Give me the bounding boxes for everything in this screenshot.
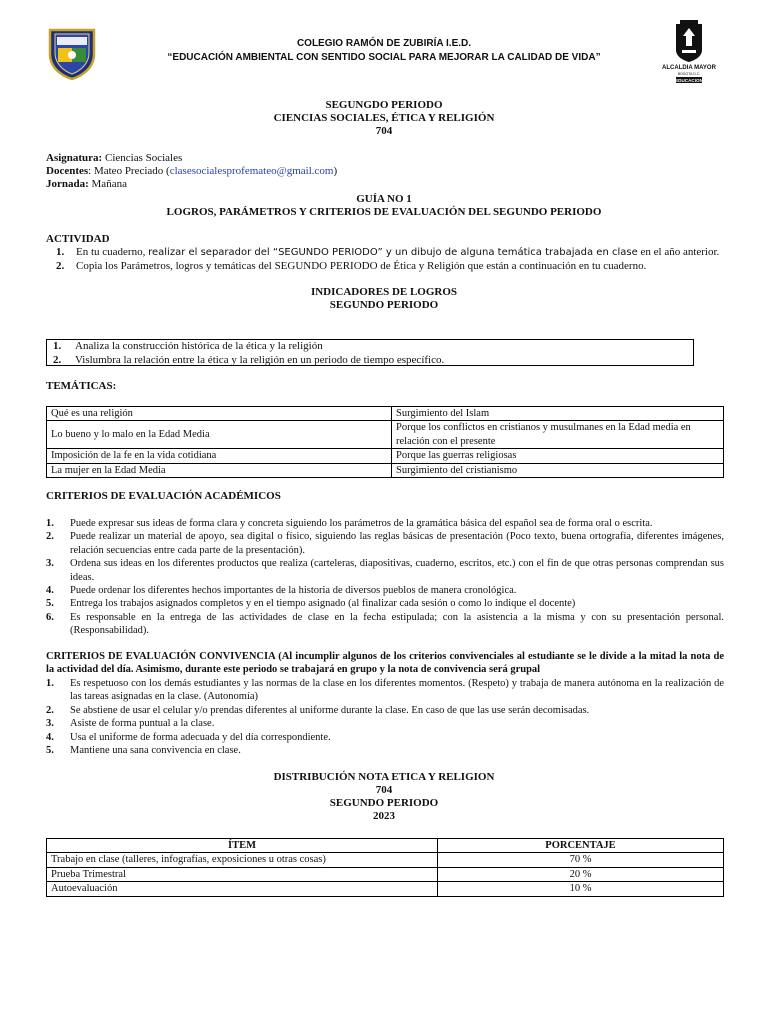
list-num: 1. bbox=[46, 518, 54, 529]
distribution-period: SEGUNDO PERIODO bbox=[329, 797, 439, 809]
table-cell: Trabajo en clase (talleres, infografías, exposiciones u otras cosas) bbox=[47, 853, 438, 867]
school-motto: “EDUCACIÓN AMBIENTAL CON SENTIDO SOCIAL PARA MEJORAR LA CALIDAD DE VIDA” bbox=[167, 52, 601, 63]
list-num: 4. bbox=[46, 585, 54, 597]
list-num: 5. bbox=[46, 745, 54, 757]
docentes-close: ) bbox=[333, 165, 338, 177]
list-item bbox=[46, 704, 724, 717]
list-num: 5. bbox=[46, 598, 54, 610]
activity-text: En tu cuaderno, bbox=[76, 246, 149, 258]
table-row bbox=[47, 449, 724, 463]
list-item bbox=[46, 597, 724, 610]
table-cell: 20 % bbox=[438, 867, 724, 881]
table-cell: Surgimiento del cristianismo bbox=[392, 463, 724, 477]
list-item bbox=[46, 584, 724, 597]
list-num: 2. bbox=[46, 531, 54, 543]
list-text: Es responsable en la entrega de las actividades de clase en la fecha estipulada; con la asistencia a la misma y con su presentación personal. (Responsabilidad). bbox=[70, 611, 724, 637]
list-num: 2. bbox=[46, 704, 54, 716]
column-header-item: ÍTEM bbox=[47, 839, 438, 853]
list-item bbox=[46, 717, 724, 730]
alcaldia-logo bbox=[662, 16, 716, 84]
distribution-year: 2023 bbox=[373, 810, 395, 822]
table-row bbox=[47, 407, 724, 421]
coexistence-criteria-note: (Al incumplir algunos de los criterios convivenciales al estudiante se le divide a la mitad la nota de la actividad del día. Asimismo, durante este periodo se trabajará en grupo y la nota de convivencia será grupal bbox=[46, 651, 724, 676]
list-num: 4. bbox=[46, 731, 54, 743]
subject-title: CIENCIAS SOCIALES, ÉTICA Y RELIGIÓN bbox=[273, 112, 495, 124]
docentes-line bbox=[46, 165, 337, 179]
activity-text-end: en el año anterior. bbox=[637, 246, 720, 258]
tematicas-table bbox=[46, 406, 724, 478]
list-text: Entrega los trabajos asignados completos y en el tiempo asignado (al finalizar cada sesión o como lo indique el docente) bbox=[70, 598, 576, 610]
list-text: Se abstiene de usar el celular y/o prendas diferentes al uniforme durante la clase. En caso de que las use serán decomisadas. bbox=[70, 704, 590, 716]
activity-num: 1. bbox=[56, 246, 65, 258]
tematicas-heading: TEMÁTICAS: bbox=[46, 380, 117, 392]
table-cell: 70 % bbox=[438, 853, 724, 867]
activity-item bbox=[52, 260, 722, 274]
list-text: Puede expresar sus ideas de forma clara y concreta siguiendo los parámetros de la gramática básica del español sea de forma oral o escrita. bbox=[70, 518, 653, 529]
table-cell: Autoevaluación bbox=[47, 882, 438, 896]
table-cell: Porque las guerras religiosas bbox=[392, 449, 724, 463]
table-row bbox=[47, 421, 724, 449]
list-item bbox=[46, 517, 724, 530]
coexistence-criteria-heading: CRITERIOS DE EVALUACIÓN CONVIVENCIA bbox=[46, 651, 276, 662]
alcaldia-line2: BOGOTA D.C. bbox=[677, 72, 701, 76]
list-num: 1. bbox=[46, 678, 54, 689]
jornada-value: Mañana bbox=[88, 178, 127, 190]
list-item bbox=[46, 530, 724, 557]
table-cell: 10 % bbox=[438, 882, 724, 896]
table-cell: Qué es una religión bbox=[47, 407, 392, 421]
guide-number: GUÍA NO 1 bbox=[356, 193, 412, 205]
academic-criteria-heading: CRITERIOS DE EVALUACIÓN ACADÉMICOS bbox=[46, 490, 281, 502]
table-cell: Lo bueno y lo malo en la Edad Media bbox=[47, 421, 392, 449]
table-cell: Porque los conflictos en cristianos y musulmanes en la Edad media en relación con el presente bbox=[392, 421, 724, 449]
table-row bbox=[47, 867, 724, 881]
list-text: Usa el uniforme de forma adecuada y del día correspondiente. bbox=[70, 731, 331, 743]
indicator-item bbox=[47, 354, 693, 368]
jornada-line bbox=[46, 178, 127, 192]
table-cell: Imposición de la fe en la vida cotidiana bbox=[47, 449, 392, 463]
activity-item bbox=[52, 246, 722, 260]
list-text: Es respetuoso con los demás estudiantes y las normas de la clase en los diferentes momentos. (Respeto) y trabaja de manera autónoma en la realización de las tareas asignadas en la clase. (Autonomía) bbox=[70, 678, 724, 703]
table-row bbox=[47, 882, 724, 896]
activity-num: 2. bbox=[56, 259, 65, 272]
indicator-num: 2. bbox=[53, 353, 62, 366]
asignatura-line bbox=[46, 152, 182, 166]
list-item bbox=[46, 744, 724, 757]
indicators-box bbox=[46, 339, 694, 366]
asignatura-label: Asignatura: bbox=[46, 152, 103, 164]
academic-criteria-list bbox=[46, 517, 724, 638]
list-text: Asiste de forma puntual a la clase. bbox=[70, 718, 215, 730]
list-text: Ordena sus ideas en los diferentes productos que realiza (carteleras, diapositivas, cuaderno, escritos, etc.) con el fin de que otras personas comprendan sus ideas. bbox=[70, 558, 724, 583]
distribution-table bbox=[46, 838, 724, 897]
list-text: Mantiene una sana convivencia en clase. bbox=[70, 745, 241, 757]
alcaldia-line3: EDUCACION bbox=[675, 78, 703, 83]
table-cell: La mujer en la Edad Media bbox=[47, 463, 392, 477]
list-num: 6. bbox=[46, 611, 54, 623]
list-item bbox=[46, 677, 724, 704]
table-cell: Prueba Trimestral bbox=[47, 867, 438, 881]
indicator-text: Analiza la construcción histórica de la ética y la religión bbox=[75, 340, 323, 352]
activity-heading: ACTIVIDAD bbox=[46, 233, 110, 245]
indicators-title: INDICADORES DE LOGROS bbox=[310, 286, 458, 298]
asignatura-value: Ciencias Sociales bbox=[102, 152, 183, 164]
column-header-percentage: PORCENTAJE bbox=[438, 839, 724, 853]
docentes-label: Docentes bbox=[46, 165, 89, 177]
period-title: SEGUNGDO PERIODO bbox=[325, 99, 443, 111]
school-name: COLEGIO RAMÓN DE ZUBIRÍA I.E.D. bbox=[296, 38, 472, 49]
activity-text: Copia los Parámetros, logros y temáticas del SEGUNDO PERIODO de Ética y Religión que están a continuación en tu cuaderno. bbox=[76, 259, 647, 272]
list-item bbox=[46, 557, 724, 584]
coexistence-criteria-list bbox=[46, 677, 724, 757]
table-row bbox=[47, 463, 724, 477]
list-num: 3. bbox=[46, 718, 54, 730]
list-item bbox=[46, 611, 724, 638]
jornada-label: Jornada: bbox=[46, 178, 89, 190]
list-text: Puede realizar un material de apoyo, sea digital o físico, siguiendo las reglas básicas de presentación (Poco texto, buena ortografía, diferentes imágenes, relación secuencias entre cada parte de la presentación). bbox=[70, 531, 724, 556]
distribution-group: 704 bbox=[375, 784, 393, 796]
group-number: 704 bbox=[375, 125, 393, 137]
list-text: Puede ordenar los diferentes hechos importantes de la historia de diversos pueblos de manera cronológica. bbox=[70, 585, 517, 597]
activity-highlight-text: realizar el separador del “SEGUNDO PERIODO” y un dibujo de alguna temática trabajada en clase bbox=[148, 247, 638, 258]
indicator-text: Vislumbra la relación entre la ética y la religión en un periodo de tiempo específico. bbox=[75, 353, 445, 366]
indicator-item bbox=[47, 340, 693, 354]
distribution-title: DISTRIBUCIÓN NOTA ETICA Y RELIGION bbox=[273, 771, 495, 783]
list-item bbox=[46, 731, 724, 744]
activity-list bbox=[52, 246, 722, 273]
table-header-row bbox=[47, 839, 724, 853]
docentes-value: : Mateo Preciado ( bbox=[88, 165, 170, 177]
coexistence-criteria-intro bbox=[46, 650, 724, 677]
alcaldia-line1: ALCALDIA MAYOR bbox=[662, 65, 716, 71]
list-num: 3. bbox=[46, 558, 54, 570]
table-cell: Surgimiento del Islam bbox=[392, 407, 724, 421]
table-row bbox=[47, 853, 724, 867]
school-crest-logo bbox=[46, 24, 98, 80]
indicator-num: 1. bbox=[53, 340, 62, 352]
indicators-period: SEGUNDO PERIODO bbox=[329, 299, 439, 311]
teacher-email-link[interactable]: clasesocialesprofemateo@gmail.com bbox=[169, 165, 334, 177]
guide-title: LOGROS, PARÁMETROS Y CRITERIOS DE EVALUACIÓN DEL SEGUNDO PERIODO bbox=[166, 206, 602, 218]
